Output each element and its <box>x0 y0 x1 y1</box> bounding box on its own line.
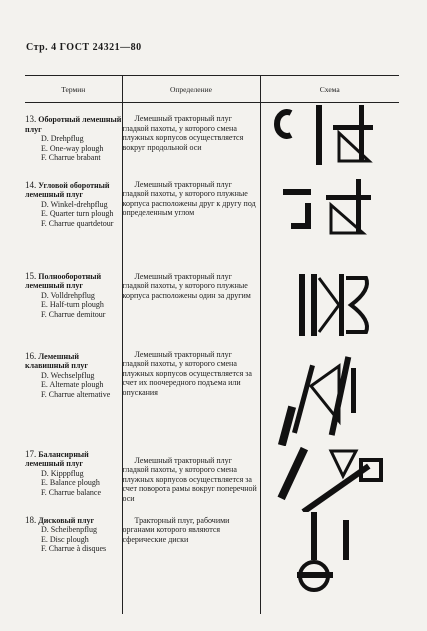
definition-cell <box>122 446 260 512</box>
definition-cell <box>122 260 260 346</box>
term-equivalent: F. Charrue alternative <box>41 389 111 399</box>
term-russian: Оборотный лемешный плуг <box>25 115 122 134</box>
term-equivalent: D. Winkel-drehpflug <box>41 199 108 209</box>
definition-text: Лемешный тракторный плуг гладкой пахоты, у которого плужные корпуса расположены друг к другу под определенным углом <box>122 179 256 217</box>
column-header-scheme: Схема <box>260 76 399 103</box>
table-row <box>25 512 399 614</box>
term-equivalent: D. Scheibenpflug <box>41 525 97 534</box>
definition-cell <box>122 173 260 260</box>
term-equivalent: F. Charrue à disques <box>41 544 107 553</box>
table-row <box>25 346 399 446</box>
term-equivalent: F. Charrue brabant <box>41 153 101 162</box>
term-equivalent: F. Charrue quartdetour <box>41 218 114 228</box>
terms-table <box>25 75 399 614</box>
table-row <box>25 173 399 260</box>
term-cell <box>25 103 122 173</box>
term-russian: Балансирный лемешный плуг <box>25 449 89 468</box>
term-equivalents <box>25 134 122 163</box>
definition-text: Лемешный тракторный плуг гладкой пахоты, у которого смена плужных корпусов осуществляется за счет их поочередного подъема или опускания <box>122 349 252 397</box>
plough-scheme-drawing <box>261 346 400 446</box>
definition-text: Лемешный тракторный плуг гладкой пахоты, у которого смена плужных корпусов осуществляется вокруг продольной оси <box>122 114 244 152</box>
column-header-definition: Определение <box>122 76 260 103</box>
term-number: 14. <box>25 179 37 190</box>
plough-scheme-drawing <box>261 103 400 173</box>
term-equivalent: F. Charrue balance <box>41 487 101 497</box>
plough-scheme-drawing <box>261 173 400 260</box>
plough-scheme-drawing <box>261 260 400 346</box>
scheme-cell <box>260 512 399 614</box>
term-number: 13. <box>25 114 37 124</box>
definition-text: Лемешный тракторный плуг гладкой пахоты, у которого смена плужных корпусов осуществляется за счет поворота рамы вокруг поперечной оси <box>122 455 257 503</box>
term-equivalent: E. Quarter turn plough <box>41 209 114 218</box>
scheme-cell <box>260 346 399 446</box>
term-cell <box>25 260 122 346</box>
term-number: 17. <box>25 448 37 459</box>
table-row <box>25 103 399 173</box>
term-number: 15. <box>25 270 37 281</box>
term-russian: Полнооборотный лемешный плуг <box>25 271 102 290</box>
term-equivalents <box>25 200 122 229</box>
term-equivalent: E. Disc plough <box>41 534 89 544</box>
term-cell <box>25 446 122 512</box>
term-russian: Дисковый плуг <box>38 515 95 525</box>
term-equivalent: D. Drehpflug <box>41 134 84 143</box>
term-equivalent: D. Volldrehpflug <box>41 290 95 300</box>
scheme-cell <box>260 103 399 173</box>
term-equivalent: E. One-way plough <box>41 143 104 153</box>
term-cell <box>25 173 122 260</box>
term-equivalent: D. Kipppflug <box>41 468 84 478</box>
term-equivalent: D. Wechselpflug <box>41 370 95 380</box>
term-russian: Лемешный клавишный плуг <box>25 351 88 370</box>
column-header-term: Термин <box>25 76 122 103</box>
scheme-cell <box>260 446 399 512</box>
term-equivalent: E. Half-turn plough <box>41 300 104 309</box>
term-number: 18. <box>25 514 37 525</box>
plough-scheme-drawing <box>261 512 400 614</box>
page-header: Стр. 4 ГОСТ 24321—80 <box>26 42 142 53</box>
term-cell <box>25 512 122 614</box>
definition-cell <box>122 512 260 614</box>
table-row <box>25 260 399 346</box>
plough-scheme-drawing <box>261 446 400 512</box>
term-number: 16. <box>25 350 37 361</box>
definition-text: Тракторный плуг, рабочими органами которого являются сферические диски <box>122 515 230 544</box>
definition-text: Лемешный тракторный плуг гладкой пахоты, у которого плужные корпуса расположены один за другим <box>122 271 251 300</box>
term-equivalents <box>25 291 122 320</box>
scheme-cell <box>260 260 399 346</box>
term-equivalent: E. Balance plough <box>41 478 100 487</box>
term-equivalents <box>25 469 122 498</box>
term-equivalent: F. Charrue demitour <box>41 309 106 319</box>
definition-cell <box>122 346 260 446</box>
term-cell <box>25 346 122 446</box>
term-equivalent: E. Alternate plough <box>41 380 104 389</box>
term-equivalents <box>25 371 122 400</box>
term-equivalents <box>25 525 122 554</box>
table-row <box>25 446 399 512</box>
definition-cell <box>122 103 260 173</box>
term-russian: Угловой оборотный лемешный плуг <box>25 180 110 199</box>
scheme-cell <box>260 173 399 260</box>
